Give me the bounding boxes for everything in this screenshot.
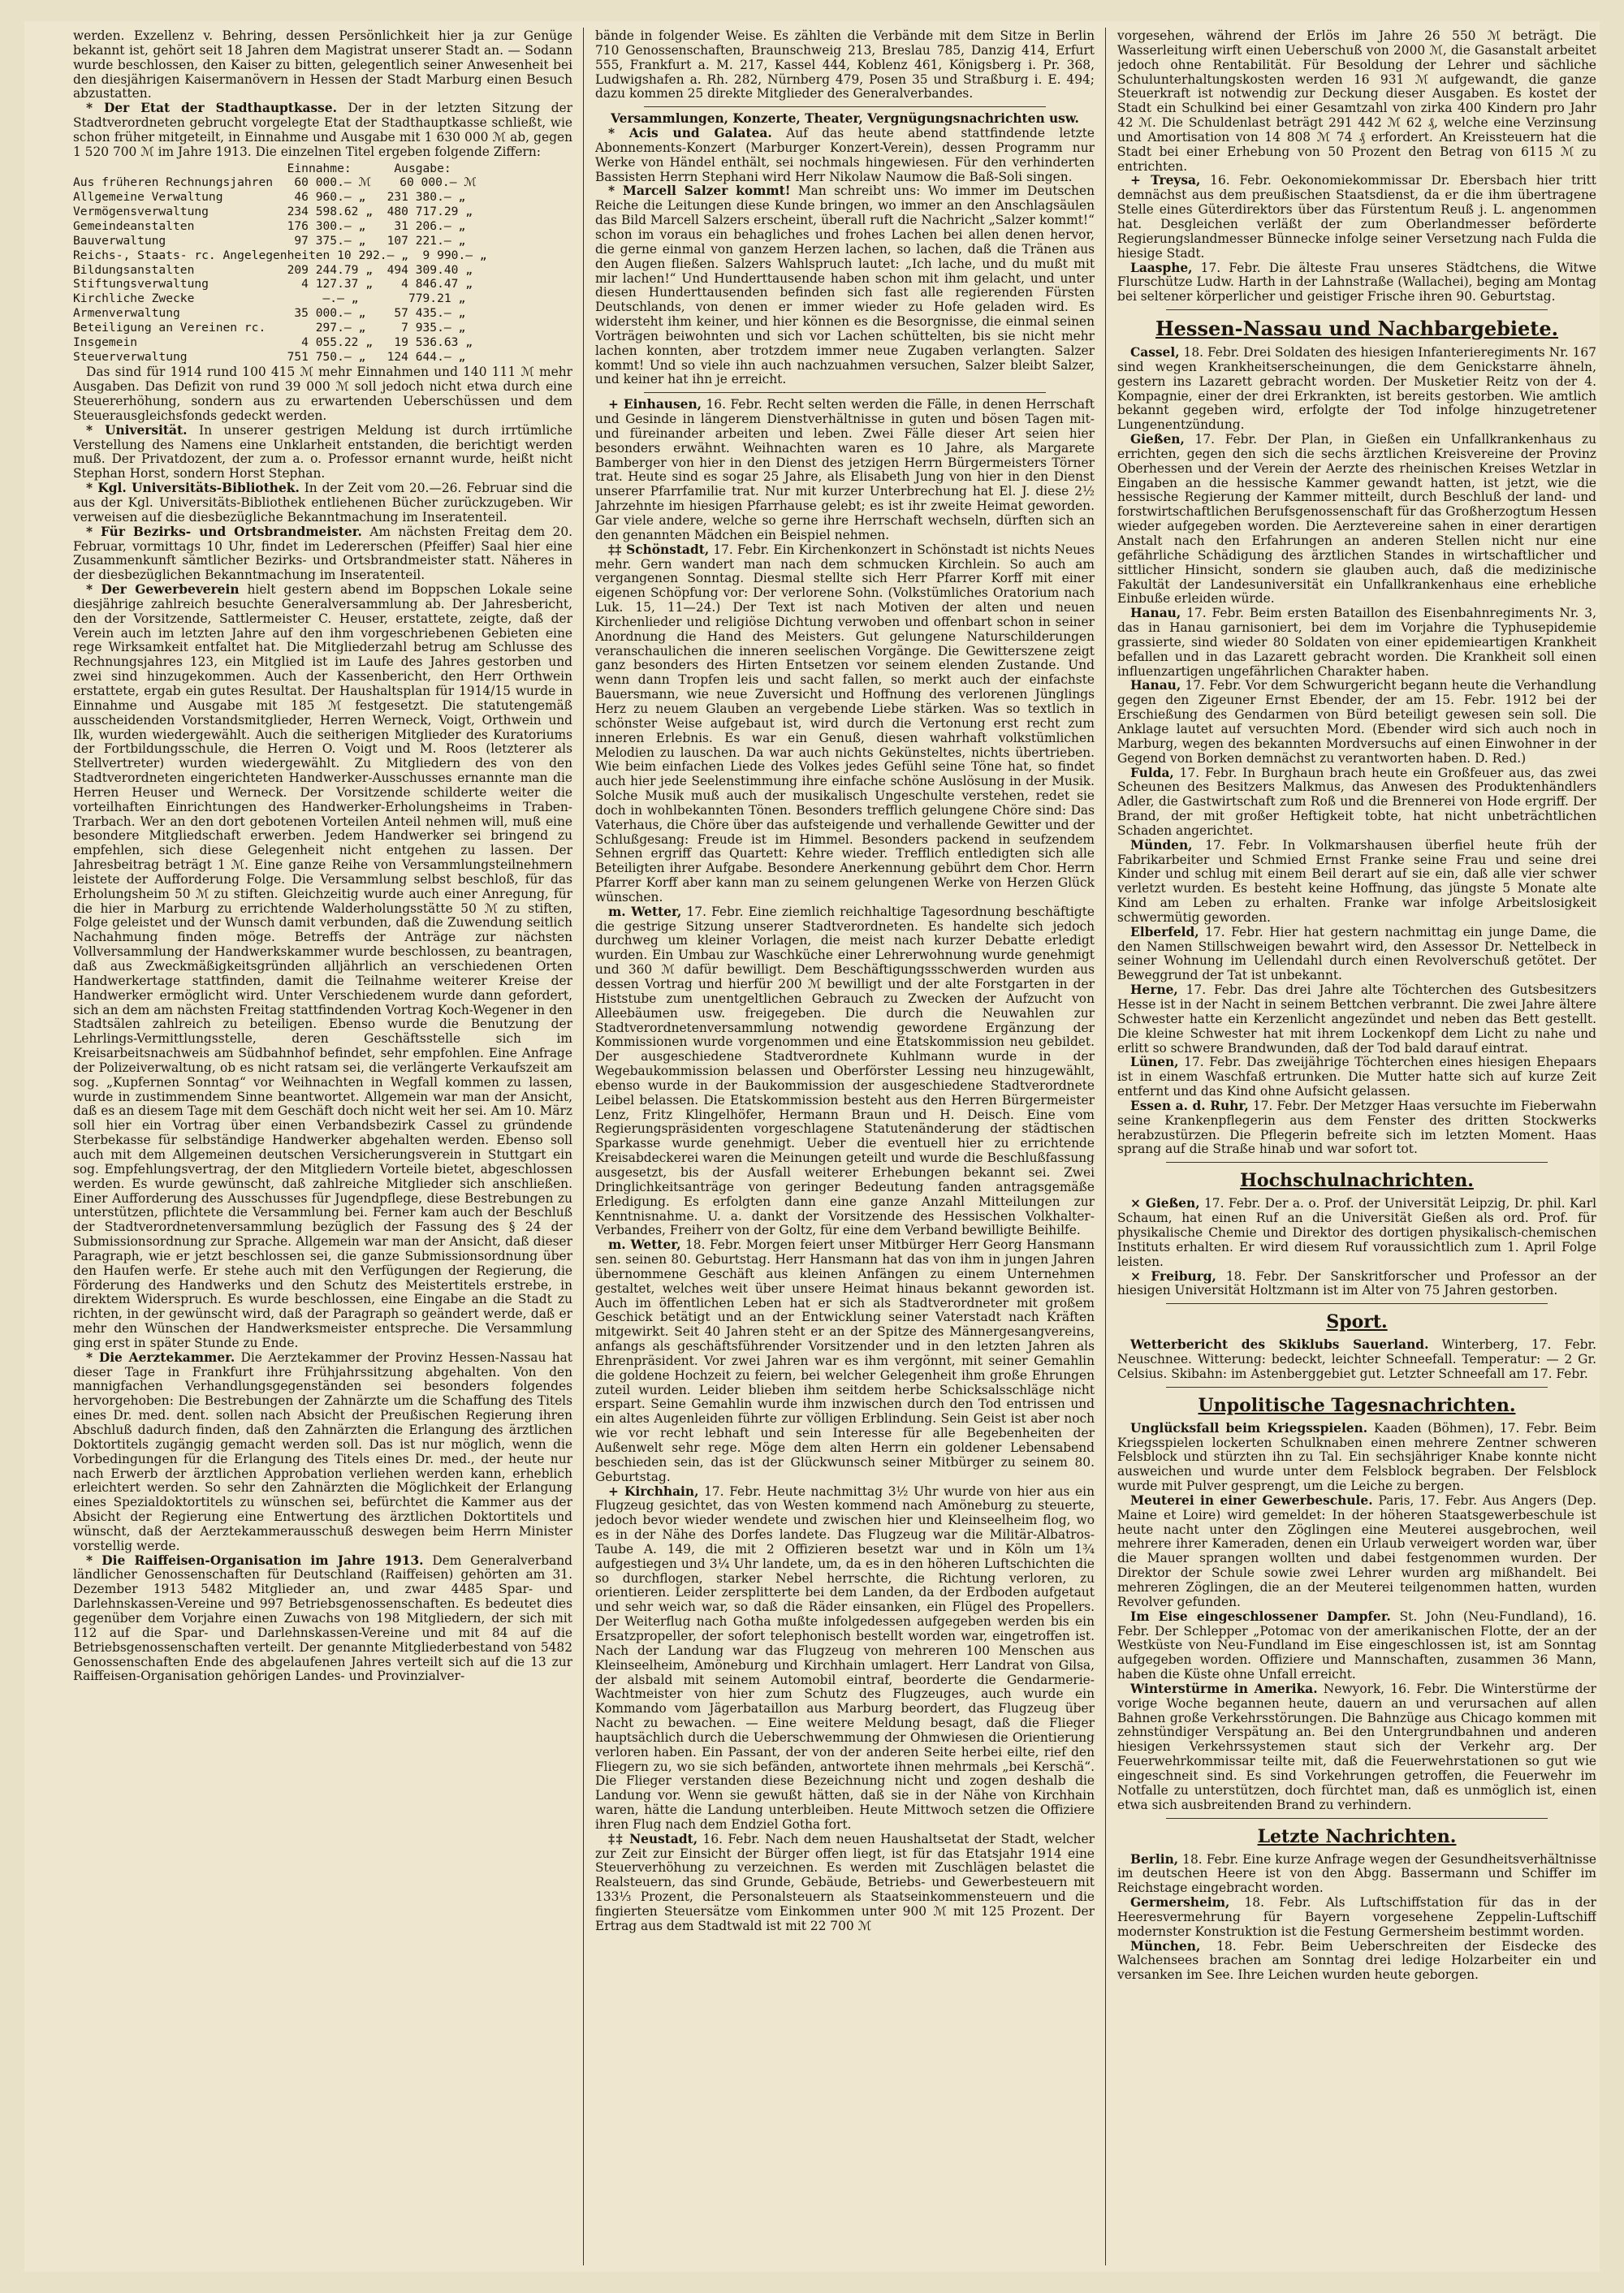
article-headline: Herne, [1130, 982, 1178, 998]
article-text: In der Zeit vom 20.—26. Februar sind die aus der Kgl. Universitäts-Bibliothek entliehenen Bücher zurückzugeben. Wir verweisen auf die diesbezügliche Bekanntmachung im Inseratenteil. [73, 481, 572, 525]
article-text: 17. Febr. In Burghaun brach heute ein Großfeuer aus, das zwei Scheunen des Besitzers Malkmus, das Anwesen des Produktenhändlers Adler, die Gastwirtschaft zum Roß und die Brennerei von Hode ergriff. Der Brand, der mit großer Heftigkeit tobte, hat nicht unbeträchtlichen Schaden angerichtet. [1117, 765, 1596, 838]
article [1117, 1197, 1596, 1269]
article-text: 17. Febr. Heute nachmittag 3½ Uhr wurde von hier aus ein Flugzeug gesichtet, das von Westen kommend nach Amöneburg zu steuerte, jedoch bevor wieder wendete und zwischen hier und Kleinseelheim flog, wo es in der Nähe des Dorfes landete. Das Flugzeug war die Militär-Albatros-Taube A. 149, die mit 2 Offizieren besetzt war und in Köln um 1¾ aufgestiegen und 3¼ Uhr landete, um, da es in den höheren Luftschichten die so durchflogen, starker Nebel herrschte, die Richtung verloren, zu orientieren. Leider zersplitterte bei dem Landen, da der Erdboden aufgetaut und sehr weich war, so daß die Räder einsanken, ein Flügel des Propellers. Der Weiterflug nach Gotha mußte infolgedessen aufgegeben werden bis ein Ersatzpropeller, der sofort telephonisch bestellt worden war, eingetroffen ist. Nach der Landung war das Flugzeug von mehreren 100 Menschen aus Kleinseelheim, Amöneburg und Kirchhain umlagert. Herr Landrat von Gilsa, der alsbald mit seinem Automobil eintraf, beorderte die Gendarmerie-Wachtmeister von hier zum Schutz des Flugzeuges, auch wurde ein Kommando vom Jägerbataillon aus Marburg beordert, das Flugzeug über Nacht zu bewachen. — Eine weitere Meldung besagt, daß die Flieger hauptsächlich durch die Ueberschwemmung der Ohmwiesen die Orientierung verloren haben. Ein Passant, der von der anderen Seite herbei eilte, rief den Fliegern zu, wo sie sich befänden, antwortete ihnen mehrmals „bei Kerschä“. Die Flieger verstanden diese Bezeichnung nicht und zogen deshalb die Landung vor. Wenn sie gewußt hätten, daß sie in der Nähe von Kirchhain waren, hätte die Landung unterbleiben. Heute Mittwoch setzen die Offiziere ihren Flug nach dem Endziel Gotha fort. [595, 1483, 1095, 1832]
article-text: Am nächsten Freitag dem 20. Februar, vormittags 10 Uhr, findet im Ledererschen (Pfeiffer) Saal hier eine Zusammenkunft sämtlicher Bezirks- und Ortsbrandmeister statt. Näheres in der diesbezüglichen Bekanntmachung im Inseratenteil. [73, 524, 572, 583]
article [595, 398, 1095, 542]
article-headline: * Marcell Salzer kommt! [608, 184, 791, 199]
article [73, 525, 572, 583]
article-text: 17. Febr. In Volkmarshausen überfiel heute früh der Fabrikarbeiter und Schmied Ernst Franke seine Frau und seine drei Kinder und schlug mit einem Beil derart auf sie ein, daß alle vier schwer verletzt wurden. Es besteht keine Hoffnung, das jüngste 5 Monate alte Kind am Leben zu erhalten. Franke war infolge Arbeitslosigkeit schwermütig geworden. [1117, 837, 1596, 925]
article-text: 17. Febr. Hier hat gestern nachmittag ein junge Dame, die den Namen Stillschweigen bewahrt wird, den Assessor Dr. Nettelbeck in seiner Wohnung im Uellendahl durch einen Revolverschuß getötet. Der Beweggrund der Tat ist unbekannt. [1117, 924, 1596, 983]
newspaper-page [24, 21, 1600, 2272]
article-text: 17. Febr. Vor dem Schwurgericht begann heute die Verhandlung gegen den Zigeuner Ernst Ebender, der am 15. Febr. 1912 bei der Erschießung des Gendarmen von Bürd beteiligt gewesen sein soll. Die Anklage lautet auf versuchten Mord. (Ebender wird sich auch noch in Marburg, wegen des bekannten Mordversuchs auf einen Einwohner in der Gegend von Borken demnächst zu verantworten haben. D. Red.) [1117, 678, 1596, 766]
section-divider [644, 392, 1046, 393]
section-heading: Sport. [1326, 1311, 1388, 1333]
article [1117, 1422, 1596, 1494]
article [1117, 1896, 1596, 1940]
article [1117, 926, 1596, 983]
article-headline: Essen a. d. Ruhr, [1130, 1098, 1249, 1113]
article-headline: Cassel, [1130, 345, 1180, 361]
article-headline: m. Wetter, [608, 904, 682, 919]
column-2 [595, 29, 1095, 2264]
article [1117, 1099, 1596, 1157]
article-text: St. John (Neu-Fundland), 16. Febr. Der Schlepper „Potomac von der amerikanischen Flotte, der an der Westküste von Neu-Fundland im Eise eingeschlossen ist, ist am Sonntag aufgegeben worden. Offiziere und Mannschaften, zusammen 36 Mann, haben die Küste ohne Unfall erreicht. [1117, 1609, 1596, 1682]
article-headline: München, [1130, 1938, 1201, 1954]
article [1117, 766, 1596, 839]
article-headline: Meuterei in einer Gewerbeschule. [1130, 1492, 1373, 1508]
article [595, 1485, 1095, 1833]
article-headline: + Kirchhain, [608, 1483, 699, 1499]
section-divider [1166, 1303, 1548, 1304]
article-text: 17. Febr. Beim ersten Bataillon des Eisenbahnregiments Nr. 3, das in Hanau garnisoniert, bei dem im Vorjahre die Typhusepidemie grassierte, sind wieder 80 Soldaten von einer epidemieartigen Krankheit befallen und in das Lazarett gebracht worden. Die Krankheit soll einen influenzartigen ungefährlichen Charakter haben. [1117, 606, 1596, 679]
article-headline: m. Wetter, [608, 1237, 681, 1253]
article [595, 1833, 1095, 1934]
article [1117, 1338, 1596, 1382]
article-text: Dem Generalverband ländlicher Genossenschaften für Deutschland (Raiffeisen) gehörten am 31. Dezember 1913 5482 Mitglieder an, und zwar 4485 Spar- und Darlehnskassen-Vereine und 997 Betriebsgenossenschaften. Es bedeutet dies gegenüber dem Vorjahre einen Zuwachs von 198 Mitgliedern, der sich mit 112 auf die Spar- und Darlehnskassen-Vereine und mit 84 auf die Betriebsgenossenschaften verteilt. Der genannte Mitgliederbestand von 5482 Genossenschaften Ende des abgelaufenen Jahres verteilt sich auf die 13 zur Raiffeisen-Organisation gehörigen Landes- und Provinzialver- [73, 1552, 572, 1684]
article-text: hielt gestern abend im Boppschen Lokale seine diesjährige zahlreich besuchte Generalversammlung ab. Der Jahresbericht, den der Vorsitzende, Sattlermeister C. Heuser, erstattete, zeigte, daß der Verein auch im letzten Jahre auf den ihm vorgeschriebenen Gebieten eine rege Wirksamkeit entfaltet hat. Die Mitgliederzahl betrug am Schlusse des Rechnungsjahres 123, ein Mitglied ist im Laufe des Jahres gestorben und zwei sind hinzugekommen. Auch der Kassenbericht, den Herr Orthwein erstattete, ergab ein gutes Resultat. Der Haushaltsplan für 1914/15 wurde in Einnahme und Ausgabe mit 185 ℳ festgesetzt. Die statutengemäß ausscheidenden Vorstandsmitglieder, Herren Werneck, Voigt, Orthwein und Ilk, wurden wiedergewählt. Auch die seitherigen Mitglieder des Kuratoriums der Fortbildungsschule, die Herren O. Voigt und M. Roos (letzterer als Stellvertreter) wurden wiedergewählt. Zu Mitgliedern des von den Stadtverordneten eingerichteten Handwerker-Ausschusses ernannte man die Herren Heuser und Werneck. Der Vorsitzende schilderte weiter die vorteilhaften Einrichtungen des Handwerker-Erholungsheims in Traben-Trarbach. Wer an den dort gebotenen Vorteilen Anteil nehmen will, muß eine besondere Mitgliedschaft erwerben. Jedem Handwerker sei bringend zu empfehlen, sich diese Gelegenheit nicht entgehen zu lassen. Der Jahresbeitrag beträgt 1 ℳ. Eine ganze Reihe von Versammlungsteilnehmern leistete der Aufforderung Folge. Die Versammlung selbst beschloß, für das Erholungsheim 50 ℳ zu stiften. Gleichzeitig wurde auch einer Anregung, für die hier in Marburg zu errichtende Walderholungsstätte 50 ℳ zu stiften, Folge geleistet und der Wunsch damit verbunden, daß die Zuwendung seitlich Nachahmung finden möge. Betreffs der Anträge zur nächsten Vollversammlung der Handwerkskammer wurde beschlossen, zu beantragen, daß aus Zweckmäßigkeitsgründen alljährlich an verschiedenen Orten Handwerkertage stattfinden, damit die Teilnahme weiterer Kreise der Handwerker ermöglicht wird. Unter Verschiedenem wurde dann gefordert, sich an dem am nächsten Freitag stattfindenden Vortrag Koch-Wegener in den Stadtsälen zahlreich zu beteiligen. Ebenso wurde die Benutzung der Lehrlings-Vermittlungsstelle, deren Geschäftsstelle sich im Kreisarbeitsnachweis am Südbahnhof befindet, sehr empfohlen. Eine Anfrage der Polizeiverwaltung, ob es nicht ratsam sei, die verlängerte Verkaufszeit am sog. „Kupfernen Sonntag“ vor Weihnachten in Wegfall kommen zu lassen, wurde in zustimmendem Sinne beantwortet. Allgemein war man der Ansicht, daß es an diesem Tage mit dem Geschäft doch nicht weit her sei. Am 10. März soll hier ein Vortrag über einen Verbandsbezirk Cassel zu gründende Sterbekasse für selbständige Handwerker abgehalten werden. Ebenso soll auch mit dem Allgemeinen deutschen Versicherungsverein in Stuttgart ein sog. Empfehlungsvertrag, der den Mitgliedern Vorteile bietet, abgeschlossen werden. Es wurde gewünscht, daß zahlreiche Mitglieder sich anschließen. Einer Aufforderung des Ausschusses für Jugendpflege, diese Bestrebungen zu unterstützen, pflichtete die Versammlung bei. Ferner kam auch der Beschluß der Stadtverordnetenversammlung bezüglich der Fassung des § 24 der Submissionsordnung zur Sprache. Allgemein war man der Ansicht, daß dieser Paragraph, wie er jetzt beschlossen sei, die ganze Submissionsordnung über den Haufen werfe. Er stehe auch mit den Verfügungen der Regierung, die Förderung des Handwerks und den Schutz des Meistertitels erstrebe, in direktem Widerspruch. Es wurde beschlossen, eine Eingabe an die Stadt zu richten, in der gewünscht wird, daß der Paragraph so geändert werde, daß er mehr den Wünschen der Handwerksmeister entspreche. Die Versammlung ging erst in später Stunde zu Ende. [73, 582, 572, 1350]
column-3 [1117, 29, 1596, 2264]
article [1117, 1270, 1596, 1299]
article-text: 18. Febr. Drei Soldaten des hiesigen Infanterieregiments Nr. 167 sind wegen Krankheitserscheinungen, die dem Genickstarre ähneln, gestern ins Lazarett gebracht worden. Der Musketier Reitz von der 4. Kompagnie, einer der drei Erkrankten, ist bereits gestorben. Wie amtlich bekannt gegeben wird, erfolgte der Tod infolge hinzugetretener Lungenentzündung. [1117, 345, 1596, 433]
article [595, 127, 1095, 184]
article-text: 17. Febr. Eine ziemlich reichhaltige Tagesordnung beschäftigte die gestrige Sitzung unserer Stadtverordneten. Es handelte sich jedoch durchweg um kleiner Vorlagen, die meist nach kurzer Debatte erledigt wurden. Ein Umbau zur Waschküche einer Lehrerwohnung wurde genehmigt und 360 ℳ dafür bewilligt. Dem Beschäftigungssschwerden wurden aus dessen Vortrag und hierfür 200 ℳ bewilligt und der alte Forstgarten in der Histstube zum unentgeltlichen Gebrauch zu Zwecken der Aufzucht von Alleebäumen usw. freigegeben. Die durch die Neuwahlen zur Stadtverordnetenversammlung notwendig gewordene Ergänzung der Kommissionen wurde vorgenommen und eine Etatskommission neu gebildet. Der ausgeschiedene Stadtverordnete Kuhlmann wurde in der Wegebaukommission belassen und Oberförster Lessing neu hinzugewählt, ebenso wurde in der Baukommission der ausgeschiedene Stadtverordnete Leibel belassen. Die Etatskommission besteht aus den Herren Bürgermeister Lenz, Fritz Klingelhöfer, Hermann Braun und H. Deisch. Eine vom Regierungspräsidenten vorgeschlagene Statutenänderung der städtischen Sparkasse wurde genehmigt. Ueber die eventuell hier zu errichtende Kreisabdeckerei waren die Meinungen geteilt und wurde die Beschlußfassung ausgesetzt, bis der Ausfall weiterer Erhebungen bekannt sei. Zwei Dringlichkeitsanträge von geringer Bedeutung fanden antragsgemäße Erledigung. Es erfolgten dann eine ganze Anzahl Mitteilungen zur Kenntnisnahme. U. a. dankt der Vorsitzende des Hessischen Volkhalter-Verbandes, Freiherr von der Goltz, für eine dem Verband bewilligte Beihilfe. [595, 904, 1095, 1238]
article-headline: * Der Etat der Stadthauptkasse. [86, 101, 337, 116]
article [595, 543, 1095, 905]
article-headline: Unglücksfall beim Kriegsspielen. [1130, 1420, 1368, 1436]
article-text: vorgesehen, während der Erlös im Jahre 26 550 ℳ beträgt. Die Wasserleitung wirft einen Ueberschuß von 2000 ℳ, die Gasanstalt arbeitet jedoch ohne Rentabilität. Für Besoldung der Lehrer und sächliche Schulunterhaltungskosten werden 16 931 ℳ aufgewandt, die ganze Steuerkraft ist notwendig zur Deckung dieser Ausgaben. Es kostet der Stadt ein Schulkind bei einer Gesamtzahl von zirka 400 Kindern pro Jahr 42 ℳ. Die Schuldenlast beträgt 291 442 ℳ 62 ₰, welche eine Verzinsung und Amortisation von 14 808 ℳ 74 ₰ erfordert. An Kreissteuern hat die Stadt bei einer Erhebung von 50 Prozent den Betrag von 6115 ℳ zu entrichten. [1117, 29, 1596, 174]
article [1117, 839, 1596, 926]
article [1117, 1682, 1596, 1813]
section-heading: Unpolitische Tagesnachrichten. [1198, 1394, 1516, 1416]
article-headline: + Einhausen, [608, 397, 702, 412]
column-rule [583, 28, 584, 2265]
column-1 [73, 29, 572, 2264]
article-text: 16. Febr. Nach dem neuen Haushaltsetat der Stadt, welcher zur Zeit zur Einsicht der Bürger offen liegt, ist für das Etatsjahr 1914 eine Steuerverhöhung zu verzeichnen. Es werden mit Zuschlägen belastet die Realsteuern, das sind Grunde, Gebäude, Betriebs- und Gewerbesteuern mit 133⅓ Prozent, die Personalsteuern als Staatseinkommensteuern und die fingierten Steuersätze vom Einkommen unter 900 ℳ mit 125 Prozent. Der Ertrag aus dem Stadtwald ist mit 22 700 ℳ [595, 1831, 1095, 1933]
article [1117, 1610, 1596, 1682]
article [595, 1238, 1095, 1484]
article-headline: Fulda, [1130, 765, 1174, 780]
article-headline: * Die Raiffeisen-Organisation im Jahre 1913. [86, 1552, 424, 1568]
article-text: Auf das heute abend stattfindende letzte Abonnements-Konzert (Marburger Konzert-Verein), dessen Programm nur Werke von Händel enthält, sei nochmals hingewiesen. Für den verhinderten Bassisten Herrn Stephani wird Herr Nikolaw Naumow die Baß-Soli singen. [595, 126, 1095, 184]
article-text: bände in folgender Weise. Es zählten die Verbände mit dem Sitze in Berlin 710 Genossenschaften, Braunschweig 213, Breslau 785, Danzig 414, Erfurt 555, Frankfurt a. M. 217, Kassel 444, Koblenz 461, Königsberg i. Pr. 368, Ludwigshafen a. Rh. 282, Nürnberg 479, Posen 35 und Straßburg i. E. 494; dazu kommen 25 direkte Mitglieder des Generalverbandes. [595, 29, 1095, 101]
section-divider [1166, 1387, 1548, 1388]
article-text: Man schreibt uns: Wo immer im Deutschen Reiche die Leitungen diese Kunde bringen, wo immer an den Anschlagsäulen das Bild Marcell Salzers erscheint, überall ruft die Nachricht „Salzer kommt!“ schon im voraus ein behagliches und frohes Lachen bei allen denen hervor, die gerne einmal von ganzem Herzen lachen, so lachen, daß die Tränen aus den Augen fließen. Salzers Wahlspruch lautet: „Ich lache, und du mußt mit mir lachen!“ Und Hunderttausende haben schon mit ihm gelacht, und unter diesen Hunderttausenden befinden sich fast alle regierenden Fürsten Deutschlands, von denen er immer wieder zu Hofe geladen wird. Es widersteht ihm keiner, und hier können es die Besorgnisse, die einmal seinen Vorträgen beiwohnten und sich vor Lachen schüttelten, bis sie nicht mehr lachen konnten, aber trotzdem immer neue Zugaben verlangten. Salzer kommt! Und so viele ihn auch nachzuahmen versuchen, Salzer bleibt Salzer, und keiner hat ihn je erreicht. [595, 184, 1095, 387]
article-headline: Lünen, [1130, 1055, 1179, 1070]
article-text: 17. Febr. Der Metzger Haas versuchte im Fieberwahn seine Krankenpflegerin aus dem Fenster des dritten Stockwerks herabzustürzen. Die Pflegerin befreite sich im letzten Moment. Haas sprang auf die Straße hinab und war sofort tot. [1117, 1098, 1596, 1157]
article-text: 17. Febr. Der a. o. Prof. der Universität Leipzig, Dr. phil. Karl Schaum, hat einen Ruf an die Universität Gießen als ord. Prof. für physikalische Chemie und Direktor des dortigen physikalisch-chemischen Instituts erhalten. Er wird diesem Ruf voraussichtlich zum 1. April Folge leisten. [1117, 1196, 1596, 1269]
article-text: 18. Febr. Als Luftschiffstation für das in der Heeresvermehrung für Bayern vorgesehene Zeppelin-Luftschiff modernster Konstruktion ist die Festung Germersheim bestimmt worden. [1117, 1895, 1596, 1939]
article-text: 17. Febr. Der Plan, in Gießen ein Unfallkrankenhaus zu errichten, gegen den sich die sechs ärztlichen Kreisvereine der Provinz Oberhessen und der Verein der Aerzte des rheinischen Kreises Wetzlar in Eingaben an die hessische Kammer gewandt hatten, ist jetzt, wie die hessische Regierung der Kammer mitteilt, durch Beschluß der land- und forstwirtschaftlichen Berufsgenossenschaft für das Großherzogtum Hessen wieder aufgegeben worden. Die Aerztevereine sahen in einer derartigen Anstalt nach den Erfahrungen an anderen Stellen nicht nur eine gefährliche Schädigung des ärztlichen Standes in wirtschaftlicher und sittlicher Hinsicht, sondern sie glauben auch, daß die medizinische Fakultät der Landesuniversität ein Unfallkrankenhaus eine erhebliche Einbuße erleiden würde. [1117, 432, 1596, 607]
section-heading: Hochschulnachrichten. [1240, 1170, 1474, 1192]
article-text: 18. Febr. Der Sanskritforscher und Professor an der hiesigen Universität Holtzmann ist im Alter von 75 Jahren gestorben. [1117, 1268, 1596, 1298]
article-headline: Münden, [1130, 837, 1193, 853]
article-headline: Laasphe, [1130, 260, 1193, 275]
article-text: Paris, 17. Febr. Aus Angers (Dep. Maine et Loire) wird gemeldet: In der höheren Staatsgewerbeschule ist heute nacht unter den Zöglingen eine Meuterei ausgebrochen, weil mehrere ihrer Kameraden, denen ein Urlaub verweigert worden war, über die Mauer sprangen wollten und dabei festgenommen wurden. Der Direktor der Schule sowie zwei Lehrer wurden arg mißhandelt. Bei mehreren Zöglingen, die an der Meuterei teilgenommen hatten, wurden Revolver gefunden. [1117, 1492, 1596, 1609]
article [1117, 261, 1596, 305]
article [1117, 679, 1596, 766]
article-text: 18. Febr. Morgen feiert unser Mitbürger Herr Georg Hansmann sen. seinen 80. Geburtstag. Herr Hansmann hat das von ihm in jungen Jahren übernommene Geschäft aus kleinen Anfängen zu einem Unternehmen gestaltet, welches weit über unsere Heimat hinaus bekannt geworden ist. Auch im öffentlichen Leben hat er sich als Stadtverordneter mit großem Geschick betätigt und an der Entwicklung seiner Vaterstadt nach Kräften mitgewirkt. Seit 40 Jahren steht er an der Spitze des Männergesangvereins, anfangs als geschäftsführender Vorsitzender und in den letzten Jahren als Ehrenpräsident. Vor zwei Jahren war es ihm vergönnt, mit seiner Gemahlin die goldene Hochzeit zu feiern, bei welcher Gelegenheit ihm große Ehrungen zuteil wurden. Leider blieben ihm seitdem herbe Schicksalsschläge nicht erspart. Seine Gemahlin wurde ihm inzwischen durch den Tod entrissen und ein altes Augenleiden führte zur völligen Erblindung. Sein Geist ist aber noch wie vor recht lebhaft und sein Interesse für alle Begebenheiten der Außenwelt sehr rege. Möge dem alten Herrn ein goldener Lebensabend beschieden sein, das ist der Glückwunsch seiner Mitbürger zu seinem 80. Geburtstag. [595, 1237, 1095, 1484]
section-divider [1166, 1162, 1548, 1163]
article-text: 18. Febr. Eine kurze Anfrage wegen der Gesundheitsverhältnisse im deutschen Heere ist von den Abgg. Bassermann und Schiffer im Reichstage eingebracht worden. [1117, 1851, 1596, 1896]
article [1117, 607, 1596, 679]
article [73, 481, 572, 525]
article-text: 17. Febr. Das zweijährige Töchterchen eines hiesigen Ehepaars ist in einem Waschfaß ertrunken. Die Mutter hatte sich auf kurze Zeit entfernt und das Kind ohne Aufsicht gelassen. [1117, 1055, 1596, 1099]
article-text: 18. Febr. Beim Ueberschreiten der Eisdecke des Walchensees brachen am Sonntag drei ledige Holzarbeiter ein und versanken im See. Ihre Leichen wurden heute geborgen. [1117, 1938, 1596, 1983]
article-headline: Wetterbericht des Skiklubs Sauerland. [1130, 1337, 1429, 1353]
article-text: 16. Febr. Oekonomiekommissar Dr. Ebersbach hier tritt demnächst aus dem preußischen Staatsdienst, da er die ihm übertragene Stelle eines Güterdirektors über das Fürstentum Reuß j. L. angenommen hat. Desgleichen verläßt der zum Oberlandmesser beförderte Regierungslandmesser Bünnecke infolge seiner Versetzung nach Fulda die hiesige Stadt. [1117, 173, 1596, 261]
article [73, 424, 572, 481]
article [1117, 983, 1596, 1056]
article-headline: Berlin, [1130, 1851, 1179, 1867]
article-text: 17. Febr. Die älteste Frau unseres Städtchens, die Witwe Flurschütze Ludw. Harth in der Lahnstraße (Wallachei), beging am Montag bei seltener körperlicher und geistiger Frische ihren 90. Geburtstag. [1117, 260, 1596, 304]
article-headline: ‡‡ Neustadt, [608, 1831, 698, 1846]
article [1117, 1056, 1596, 1099]
article-headline: × Freiburg, [1130, 1268, 1216, 1284]
section-divider [1166, 309, 1548, 310]
article-headline: * Für Bezirks- und Ortsbrandmeister. [86, 524, 362, 539]
article-text: 16. Febr. Recht selten werden die Fälle, in denen Herrschaft und Gesinde in längerem Dienstverhältnisse in guten und bösen Tagen mit- und füreinander arbeiten und leben. Zwei Fälle dieser Art seien hier besonders erwähnt. Weihnachten waren es 10 Jahre, als Margarete Bamberger von hier in den Dienst des jetzigen Herrn Bürgermeisters Törner trat. Heute sind es sogar 25 Jahre, als Elisabeth Jung von hier in den Dienst unserer Pfarrfamilie trat. Nur mit kurzer Unterbrechung hat El. J. diese 2½ Jahrzehnte im hiesigen Pfarrhause gelebt; es ist ihr zweite Heimat geworden. Gar viele andere, welche so gerne ihre Herrschaft wechseln, dürften sich an den genannten Mädchen ein Beispiel nehmen. [595, 397, 1095, 542]
article-text: Das sind für 1914 rund 100 415 ℳ mehr Einnahmen und 140 111 ℳ mehr Ausgaben. Das Defizit von rund 39 000 ℳ soll jedoch nicht etwa durch eine Steuererhöhung, sondern aus zu erwartenden Ueberschüssen und dem Steuerausgleichsfonds gedeckt werden. [73, 365, 572, 423]
article [1117, 1853, 1596, 1897]
section-divider [644, 106, 1046, 107]
article-headline: * Acis und Galatea. [608, 126, 772, 141]
article-headline: Germersheim, [1130, 1895, 1230, 1911]
article-headline: Hanau, [1130, 606, 1181, 621]
article [73, 101, 572, 159]
article [1117, 346, 1596, 433]
article-headline: Im Eise eingeschlossener Dampfer. [1130, 1609, 1391, 1624]
section-heading: Versammlungen, Konzerte, Theater, Vergnügungsnachrichten usw. [611, 111, 1079, 127]
article [1117, 1494, 1596, 1610]
article-text: werden. Exzellenz v. Behring, dessen Persönlichkeit hier ja zur Genüge bekannt ist, gehört seit 18 Jahren dem Magistrat unserer Stadt an. — Sodann wurde beschlossen, den Kaiser zu bitten, gelegentlich seiner Anwesenheit bei den diesjährigen Kaisermanövern in Hessen der Stadt Marburg einen Besuch abzustatten. [73, 29, 572, 101]
section-heading: Hessen-Nassau und Nachbargebiete. [1155, 317, 1558, 341]
article-text: Newyork, 16. Febr. Die Winterstürme der vorige Woche begannen heute, dauern an und verursachen auf allen Bahnen große Verkehrsstörungen. Die Bahnzüge aus Chicago kommen mit zehnstündiger Verspätung an. Bei den Untergrundbahnen und anderen hiesigen Verkehrssystemen staut sich der Verkehr arg. Der Feuerwehrkommissar teilte mit, daß die Feuerwehrstationen so gut wie eingeschneit sind. Es sind Vorkehrungen getroffen, die Feuerwehr im Notfalle zu unterstützen, doch fürchtet man, daß es unmöglich ist, einen etwa sich ausbreitenden Brand zu verhindern. [1117, 1681, 1596, 1812]
article-headline: * Universität. [86, 422, 188, 438]
article-headline: * Kgl. Universitäts-Bibliothek. [86, 481, 300, 496]
article [595, 184, 1095, 387]
article-headline: * Der Gewerbeverein [86, 582, 240, 598]
article-headline: Elberfeld, [1130, 924, 1199, 939]
section-heading: Letzte Nachrichten. [1257, 1825, 1457, 1847]
article [1117, 174, 1596, 261]
budget-table: Einnahme: Ausgabe: Aus früheren Rechnungsjahren 60 000.— ℳ 60 000.— ℳ Allgemeine Verwaltung 46 960.— „ 231 380.— „ Vermögensverwaltung 234 598.62 „ 480 717.29 „ Gemeindeanstalten 176 300.— „ 31 206.— „ Bauverwaltung 97 375.— „ 107 221.— „ Reichs-, Staats- rc. Angelegenheiten 10 292.— „ 9 990.— „ Bildungsanstalten 209 244.79 „ 494 309.40 „ Stiftungsverwaltung 4 127.37 „ 4 846.47 „ Kirchliche Zwecke —.— „ 779.21 „ Armenverwaltung 35 000.— „ 57 435.— „ Beteiligung an Vereinen rc. 297.— „ 7 935.— „ Insgemein 4 055.22 „ 19 536.63 „ Steuerverwaltung 751 750.— „ 124 644.— „ [73, 161, 487, 364]
article-headline: + Treysa, [1130, 173, 1201, 188]
article-headline: ‡‡ Schönstadt, [608, 542, 710, 557]
article-headline: × Gießen, [1130, 1196, 1200, 1211]
article-text: Winterberg, 17. Febr. Neuschnee. Witterung: bedeckt, leichter Schneefall. Temperatur: — 2 Gr. Celsius. Skibahn: im Astenberggebiet gut. Letzter Schneefall am 17. Febr. [1117, 1337, 1596, 1381]
article-text: Kaaden (Böhmen), 17. Febr. Beim Kriegsspielen lockerten Schulknaben einen mehrere Zentner schweren Felsblock und stürzten ihn zu Tal. Ein sechsjähriger Knabe konnte nicht ausweichen und wurde unter dem Felsblock begraben. Der Felsblock wurde mit Pulver gesprengt, um die Leiche zu bergen. [1117, 1420, 1596, 1494]
column-rule [1105, 28, 1106, 2265]
article-headline: Winterstürme in Amerika. [1130, 1681, 1318, 1696]
article-headline: Hanau, [1130, 678, 1181, 693]
article [1117, 433, 1596, 607]
article-headline: Gießen, [1130, 432, 1185, 447]
article-headline: * Die Aerztekammer. [86, 1349, 235, 1365]
article-text: Die Aerztekammer der Provinz Hessen-Nassau hat dieser Tage in Frankfurt ihre Frühjahrssitzung abgehalten. Von den mannigfachen Verhandlungsgegenständen sei besonders folgendes hervorgehoben: Die Bestrebungen der Zahnärzte um die Schaffung des Titels eines Dr. med. dent. sollen nach Absicht der Preußischen Regierung ihren Abschluß dadurch finden, daß den Zahnärzten die Erlangung des ärztlichen Doktortitels zugängig gemacht werden soll. Das ist nur möglich, wenn die Vorbedingungen für die Erlangung des Titels eines Dr. med., der heute nur nach Erwerb der ärztlichen Approbation verliehen werden kann, erheblich erleichtert werden. So sehr den Zahnärzten die Möglichkeit der Erlangung eines Spezialdoktortitels zu wünschen sei, befürchtet die Kammer aus der Absicht der Regierung eine Entwertung des ärztlichen Doktortitels und wünscht, daß der Aerztekammerausschuß deswegen beim Herrn Minister vorstellig werde. [73, 1349, 572, 1553]
article [73, 583, 572, 1351]
article-text: 17. Febr. Das drei Jahre alte Töchterchen des Gutsbesitzers Hesse ist in der Nacht in seinem Bettchen verbrannt. Die zwei Jahre ältere Schwester hatte ein Kerzenlicht angezündet und neben das Bett gestellt. Die kleine Schwester hat mit ihrem Lockenkopf dem Licht zu nahe und erlitt so schwere Brandwunden, daß der Tod bald darauf eintrat. [1117, 982, 1596, 1056]
article [73, 1351, 572, 1554]
article [1117, 1940, 1596, 1984]
article [595, 905, 1095, 1238]
article-text: 17. Febr. Ein Kirchenkonzert in Schönstadt ist nichts Neues mehr. Gern wandert man nach dem schmucken Kirchlein. So auch am vergangenen Sonntag. Diesmal stellte sich Herr Pfarrer Korff mit einer eigenen Schöpfung vor: Der verlorene Sohn. (Volkstümliches Oratorium nach Luk. 15, 11—24.) Der Text ist nach Motiven der alten und neuen Kirchenlieder und religiöse Dichtung verwoben und offenbart schon in seiner Anordnung die Hand des Meisters. Gut gelungene Naturschilderungen veranschaulichen die inneren seelischen Vorgänge. Die Gewitterszene zeigt ganz besonders des Hirten Entsetzen vor seinem elenden Zustande. Und wenn dann Tropfen leis und sacht fallen, so merkt auch der einfachste Bauersmann, wie neue Zuversicht und Hoffnung des verlorenen Jünglings Herz zu neuem Glauben an vergebende Liebe stärken. Was so textlich in schönster Weise aufgebaut ist, wird durch die Vertonung erst recht zum inneren Erlebnis. Es war ein Genuß, diesen wahrhaft volkstümlichen Melodien zu lauschen. Da war auch nichts Gekünsteltes, nichts übertrieben. Wie beim einfachen Liede des Volkes jedes Gefühl seine Töne hat, so findet auch hier jede Seelenstimmung ihre einfache schöne Auslösung in der Musik. Solche Musik muß auch der musikalisch Ungeschulte verstehen, redet sie doch in wohlbekannten Tönen. Besonders trefflich gelungene Chöre sind: Das Vaterhaus, die Chöre über das aufsteigende und verhallende Gewitter und der Schlußgesang: Freude ist im Himmel. Besonders packend in seufzendem Sehnen ergriff das Quartett: Kehre wieder. Trefflich entledigten sich alle Beteiligten ihrer Aufgabe. Besondere Anerkennung gebührt dem Chor. Herrn Pfarrer Korff aber kann man zu seinem gelungenen Werke von Herzen Glück wünschen. [595, 542, 1095, 905]
article-text: In unserer gestrigen Meldung ist durch irrtümliche Verstellung des Namens eine Unklarheit entstanden, die berichtigt werden muß. Der Privatdozent, der zum a. o. Professor ernannt wurde, heißt nicht Stephan Horst, sondern Horst Stephan. [73, 422, 572, 481]
article-text: Der in der letzten Sitzung der Stadtverordneten gebrucht vorgelegte Etat der Stadthauptkasse schließt, wie schon früher mitgeteilt, in Einnahme und Ausgabe mit 1 630 000 ℳ ab, gegen 1 520 700 ℳ im Jahre 1913. Die einzelnen Titel ergeben folgende Ziffern: [73, 101, 572, 159]
article [73, 1554, 572, 1685]
section-divider [1166, 1818, 1548, 1819]
